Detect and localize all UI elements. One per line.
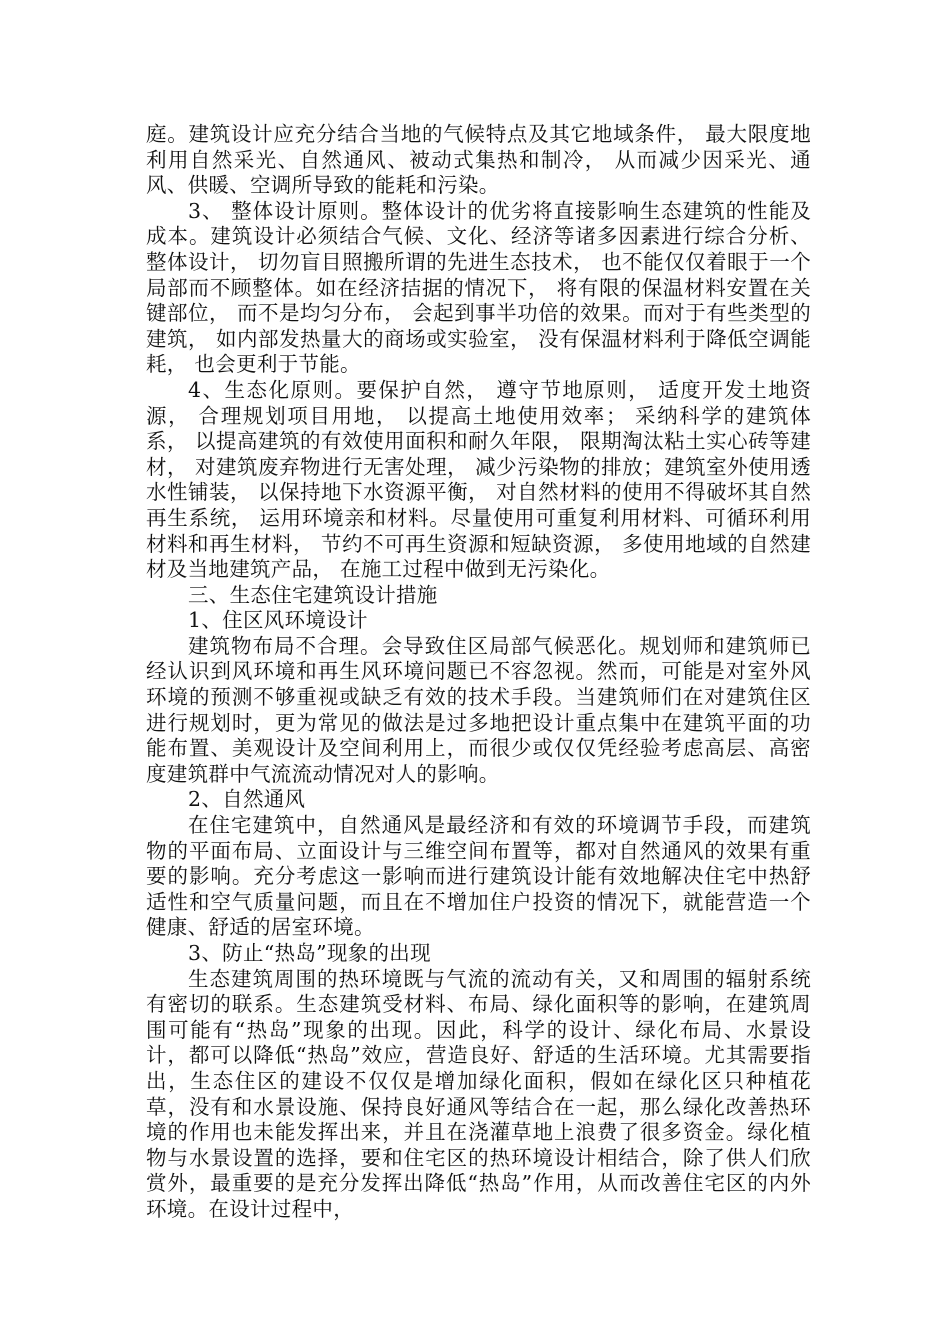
section-heading-design-measures: 三、生态住宅建筑设计措施 bbox=[188, 582, 438, 607]
subheading-heat-island: 3、防止“热岛”现象的出现 bbox=[188, 941, 431, 965]
paragraph-climate-design: 庭。建筑设计应充分结合当地的气候特点及其它地域条件， 最大限度地利用自然采光、自然通风、被动式集热和制冷， 从而减少因采光、通风、供暖、空调所导致的能耗和污染。 bbox=[146, 122, 811, 198]
paragraph-holistic-design-principle: 3、 整体设计原则。整体设计的优劣将直接影响生态建筑的性能及成本。建筑设计必须结合气候、文化、经济等诸多因素进行综合分析、整体设计， 切勿盲目照搬所谓的先进生态技术， 也不能仅仅着眼于一个局部而不顾整体。如在经济拮据的情况下， 将有限的保温材料安置在关键部位， 而不是均匀分布， 会起到事半功倍的效果。而对于有些类型的建筑， 如内部发热量大的商场或实验室， 没有保温材料利于降低空调能耗， 也会更利于节能。 bbox=[146, 198, 811, 377]
paragraph-wind-environment: 建筑物布局不合理。会导致住区局部气候恶化。规划师和建筑师已经认识到风环境和再生风环境问题已不容忽视。然而，可能是对室外风环境的预测不够重视或缺乏有效的技术手段。当建筑师们在对建筑住区进行规划时，更为常见的做法是过多地把设计重点集中在建筑平面的功能布置、美观设计及空间利用上，而很少或仅仅凭经验考虑高层、高密度建筑群中气流流动情况对人的影响。 bbox=[146, 633, 811, 786]
paragraph-heat-island: 生态建筑周围的热环境既与气流的流动有关，又和周围的辐射系统有密切的联系。生态建筑受材料、布局、绿化面积等的影响，在建筑周围可能有“热岛”现象的出现。因此，科学的设计、绿化布局、水景设计，都可以降低“热岛”效应，营造良好、舒适的生活环境。尤其需要指出，生态住区的建设不仅仅是增加绿化面积，假如在绿化区只种植花草，没有和水景设施、保持良好通风等结合在一起，那么绿化改善热环境的作用也未能发挥出来，并且在浇灌草地上浪费了很多资金。绿化植物与水景设置的选择，要和住宅区的热环境设计相结合，除了供人们欣赏外，最重要的是充分发挥出降低“热岛”作用，从而改善住宅区的内外环境。在设计过程中， bbox=[146, 966, 811, 1221]
document-body bbox=[146, 122, 811, 1223]
paragraph-natural-ventilation: 在住宅建筑中，自然通风是最经济和有效的环境调节手段，而建筑物的平面布局、立面设计与三维空间布置等，都对自然通风的效果有重要的影响。充分考虑这一影响而进行建筑设计能有效地解决住宅中热舒适性和空气质量问题，而且在不增加住户投资的情况下，就能营造一个健康、舒适的居室环境。 bbox=[146, 813, 811, 940]
subheading-natural-ventilation: 2、自然通风 bbox=[188, 787, 306, 812]
paragraph-ecological-principle: 4、生态化原则。要保护自然， 遵守节地原则， 适度开发土地资源， 合理规划项目用地， 以提高土地使用效率； 采纳科学的建筑体系， 以提高建筑的有效使用面积和耐久年限， 限期淘汰粘土实心砖等建材， 对建筑废弃物进行无害处理， 减少污染物的排放；建筑室外使用透水性铺装， 以保持地下水资源平衡， 对自然材料的使用不得破坏其自然再生系统， 运用环境亲和材料。尽量使用可重复利用材料、可循环利用材料和再生材料， 节约不可再生资源和短缺资源， 多使用地域的自然建材及当地建筑产品， 在施工过程中做到无污染化。 bbox=[146, 377, 811, 582]
subheading-wind-environment: 1、住区风环境设计 bbox=[188, 608, 368, 633]
